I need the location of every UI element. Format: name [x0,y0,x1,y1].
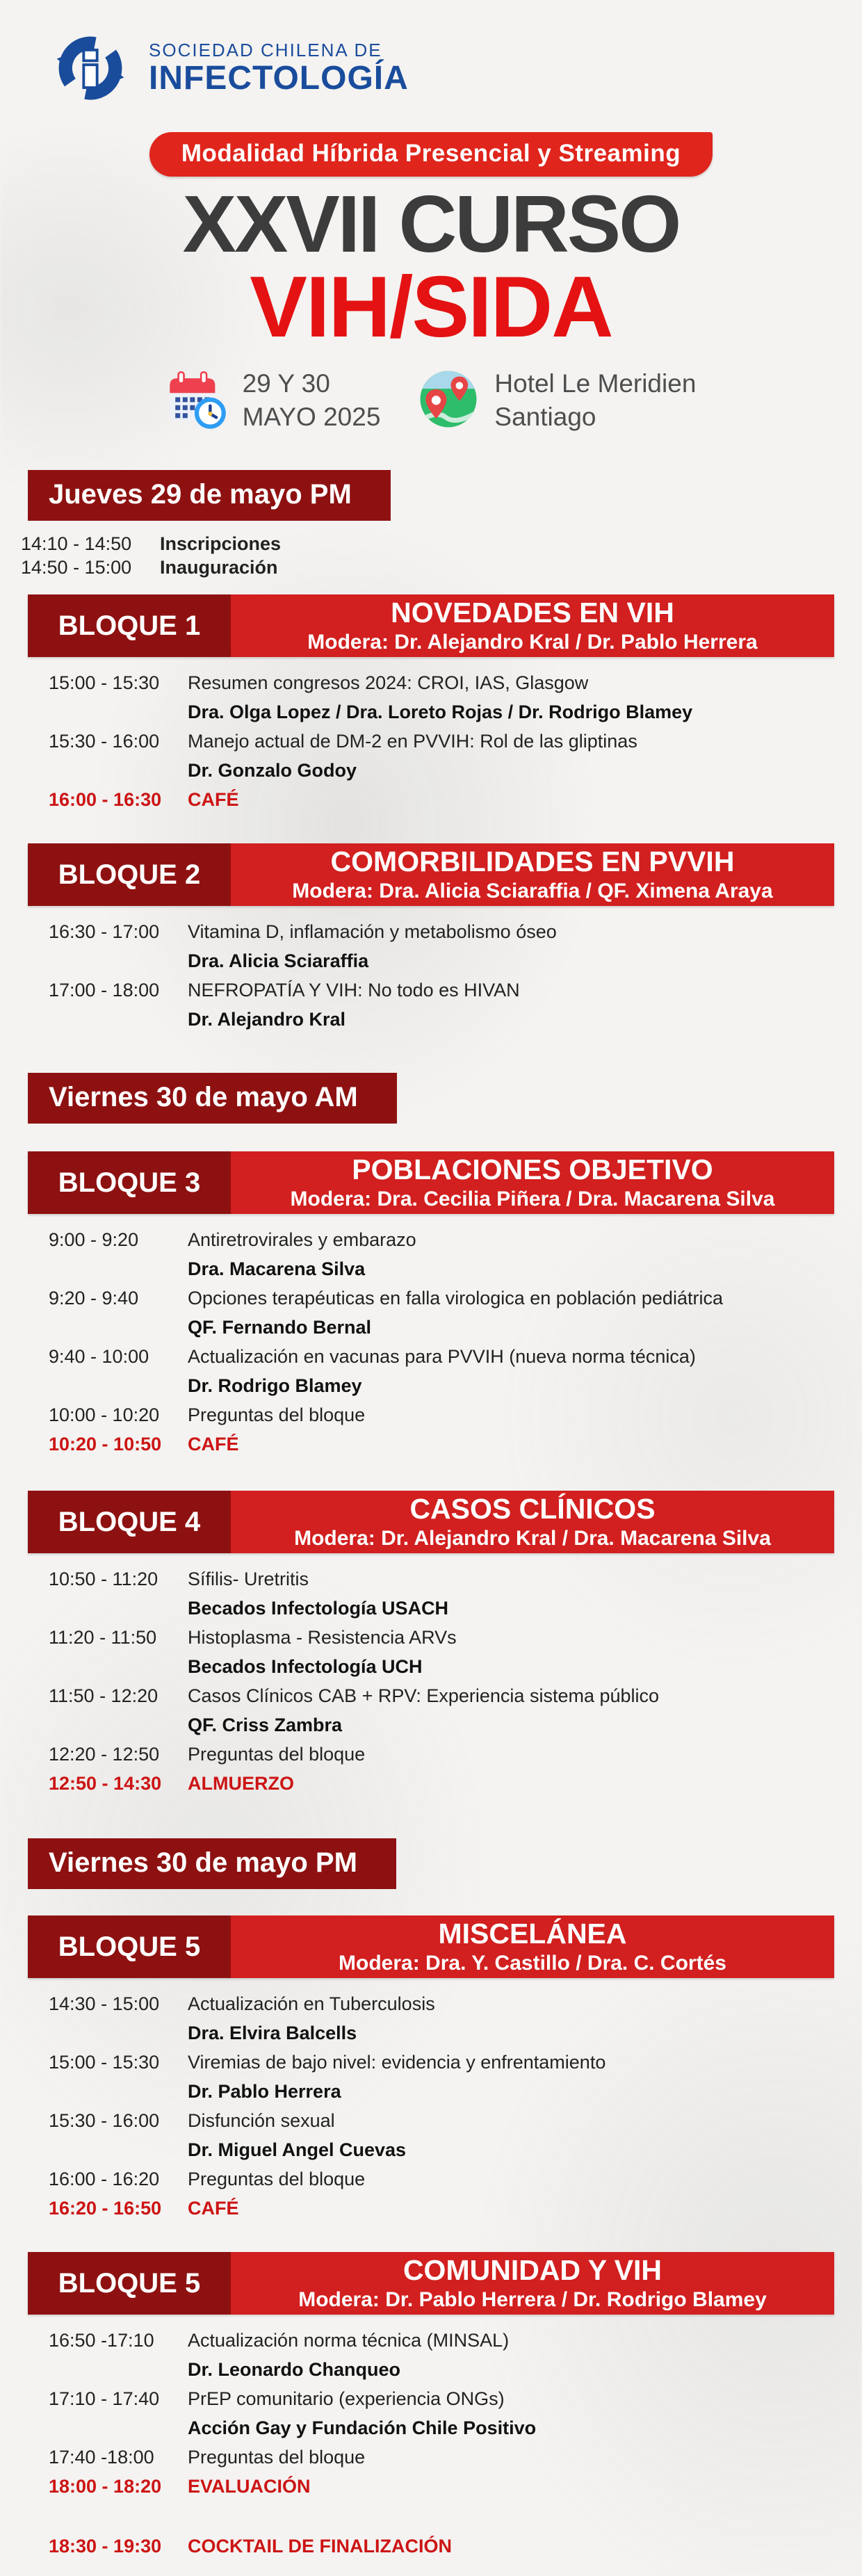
time-range: 9:40 - 10:00 [49,1346,149,1368]
event-venue [418,367,696,434]
event-date [166,367,381,434]
session-title: Actualización en Tuberculosis [188,1993,435,2015]
session-title: Disfunción sexual [188,2110,335,2132]
time-range: 16:00 - 16:30 [49,789,162,811]
time-range: 15:30 - 16:00 [49,2110,160,2132]
bloque-5-header [28,1915,834,1978]
block-titlebox [231,594,834,657]
time-range: 17:10 - 17:40 [49,2388,160,2410]
session-title: Preguntas del bloque [188,1744,366,1765]
block-moderator: Modera: Dra. Cecilia Piñera / Dra. Macarena Silva [290,1187,775,1210]
schedule-row [49,1400,834,1429]
bloque-2-header [28,843,834,906]
session-title: Preguntas del bloque [188,1404,366,1426]
time-range: 14:50 - 15:00 [21,557,132,578]
session-speaker: Dra. Alicia Sciaraffia [188,950,369,972]
schedule-row [49,2106,834,2164]
block-name: BLOQUE 2 [28,843,231,906]
bloque-4-section [28,1491,834,1798]
time-range: 15:00 - 15:30 [49,672,160,694]
session-speaker: Dra. Elvira Balcells [188,2023,357,2044]
time-range: 16:50 -17:10 [49,2330,154,2351]
session-speaker: QF. Fernando Bernal [188,1317,372,1338]
bloque-3-header [28,1151,834,1214]
session-title: PrEP comunitario (experiencia ONGs) [188,2388,505,2410]
course-title: XXVII CURSO [182,179,680,269]
session-title: ALMUERZO [188,1773,294,1795]
schedule-row [49,917,834,975]
session-speaker: Dr. Gonzalo Godoy [188,760,357,781]
bloque-2-section [28,843,834,1034]
day-banner-jueves-pm: Jueves 29 de mayo PM [28,470,391,521]
time-range: 9:20 - 9:40 [49,1288,139,1309]
block-rows [28,917,834,1034]
block-rows [28,1989,834,2223]
block-title: POBLACIONES OBJETIVO [352,1153,713,1185]
time-range: 10:50 - 11:20 [49,1569,158,1590]
schedule-row [49,1283,834,1342]
session-title: Inauguración [160,557,278,578]
time-range: 18:00 - 18:20 [49,2476,162,2497]
finale-row [28,2532,834,2561]
schedule-row [49,2048,834,2106]
schedule-row [49,2326,834,2384]
session-title: Antiretrovirales y embarazo [188,1229,416,1251]
block-moderator: Modera: Dr. Pablo Herrera / Dr. Rodrigo Blamey [298,2287,767,2311]
block-titlebox [231,1491,834,1553]
calendar-icon [166,368,227,433]
session-title: Histoplasma - Resistencia ARVs [188,1627,457,1649]
block-titlebox [231,1151,834,1214]
time-range: 10:00 - 10:20 [49,1404,160,1426]
session-speaker: Dr. Alejandro Kral [188,1009,346,1030]
session-speaker: Dra. Olga Lopez / Dra. Loreto Rojas / Dr. Rodrigo Blamey [188,702,693,723]
bloque-3-section [28,1151,834,1459]
schedule-row [49,1681,834,1740]
schedule-row [49,2164,834,2194]
session-speaker: Becados Infectología USACH [188,1598,449,1619]
session-speaker: Dra. Macarena Silva [188,1258,366,1280]
block-name: BLOQUE 1 [28,594,231,657]
time-range: 9:00 - 9:20 [49,1229,139,1251]
session-title: NEFROPATÍA Y VIH: No todo es HIVAN [188,980,520,1001]
schedule-row [49,1989,834,2048]
session-title: Opciones terapéuticas en falla virologica en población pediátrica [188,1288,723,1309]
session-speaker: Acción Gay y Fundación Chile Positivo [188,2417,537,2439]
session-title: Actualización norma técnica (MINSAL) [188,2330,510,2351]
session-title: CAFÉ [188,1434,239,1455]
schedule-row [49,2443,834,2472]
block-name: BLOQUE 3 [28,1151,231,1214]
session-title: Casos Clínicos CAB + RPV: Experiencia sistema público [188,1685,660,1707]
time-range: 15:30 - 16:00 [49,731,160,752]
schedule-row [49,1342,834,1400]
session-speaker: Dr. Rodrigo Blamey [188,1375,362,1397]
session-title: Viremias de bajo nivel: evidencia y enfrentamiento [188,2052,606,2073]
day-banner-viernes-am: Viernes 30 de mayo AM [28,1073,397,1124]
session-title: CAFÉ [188,2198,239,2219]
event-date-text: 29 Y 30 MAYO 2025 [242,369,381,432]
time-range: 18:30 - 19:30 [49,2536,162,2557]
session-title: Preguntas del bloque [188,2169,366,2190]
modality-banner: Modalidad Híbrida Presencial y Streaming [149,132,713,177]
block-moderator: Modera: Dr. Alejandro Kral / Dr. Pablo Herrera [307,630,758,654]
schedule-row [49,1740,834,1769]
time-range: 16:20 - 16:50 [49,2198,162,2219]
block-title: COMUNIDAD Y VIH [402,2253,662,2286]
session-title: Manejo actual de DM-2 en PVVIH: Rol de las gliptinas [188,731,637,752]
schedule-row [21,532,862,556]
infectologia-logo-icon [50,28,131,108]
schedule-row [21,556,862,579]
block-titlebox [231,1915,834,1978]
course-subtitle: VIH/SIDA [250,259,612,355]
block-name: BLOQUE 5 [28,2252,231,2315]
location-icon [418,368,479,433]
schedule-row [49,1623,834,1681]
block-title: COMORBILIDADES EN PVVIH [330,845,735,877]
session-title: Inscripciones [160,533,282,555]
bloque-5b-header [28,2252,834,2315]
schedule-row [49,1225,834,1283]
schedule-row [49,727,834,785]
session-speaker: Dr. Leonardo Chanqueo [188,2359,401,2381]
time-range: 11:50 - 12:20 [49,1685,158,1707]
session-speaker: Dr. Miguel Angel Cuevas [188,2139,407,2161]
time-range: 10:20 - 10:50 [49,1434,162,1455]
time-range: 14:30 - 15:00 [49,1993,160,2015]
time-range: 16:00 - 16:20 [49,2169,160,2190]
block-moderator: Modera: Dr. Alejandro Kral / Dra. Macarena Silva [294,1526,771,1550]
block-titlebox [231,2252,834,2315]
day-banner-viernes-pm: Viernes 30 de mayo PM [28,1838,396,1889]
block-rows [28,668,834,814]
schedule-row [49,1429,834,1459]
event-venue-text: Hotel Le Meridien Santiago [494,369,697,432]
pre-schedule-rows [0,532,862,579]
schedule-row [49,2472,834,2501]
session-title: Actualización en vacunas para PVVIH (nueva norma técnica) [188,1346,696,1368]
block-title: NOVEDADES EN VIH [391,596,674,629]
session-speaker: QF. Criss Zambra [188,1715,343,1736]
block-title: MISCELÁNEA [438,1917,627,1950]
block-name: BLOQUE 5 [28,1915,231,1978]
session-title: Resumen congresos 2024: CROI, IAS, Glasgow [188,672,589,694]
schedule-row [49,975,834,1034]
block-rows [28,2326,834,2501]
bloque-5-comunidad-section [28,2252,834,2501]
block-titlebox [231,843,834,906]
time-range: 12:20 - 12:50 [49,1744,160,1765]
session-speaker: Becados Infectología UCH [188,1656,423,1678]
session-title: Vitamina D, inflamación y metabolismo óseo [188,921,557,943]
time-range: 17:40 -18:00 [49,2447,154,2468]
time-range: 11:20 - 11:50 [49,1627,157,1649]
session-speaker: Dr. Pablo Herrera [188,2081,341,2103]
time-range: 14:10 - 14:50 [21,533,132,555]
schedule-row [49,2194,834,2223]
session-title: CAFÉ [188,789,239,811]
block-rows [28,1225,834,1459]
bloque-4-header [28,1491,834,1553]
schedule-row [49,668,834,727]
org-name-line1: SOCIEDAD CHILENA DE [149,40,382,60]
schedule-row [49,1769,834,1798]
time-range: 16:30 - 17:00 [49,921,160,943]
session-title: EVALUACIÓN [188,2476,311,2497]
time-range: 17:00 - 18:00 [49,980,160,1001]
schedule-row [49,1564,834,1623]
session-title: Preguntas del bloque [188,2447,366,2468]
bloque-1-section [28,594,834,814]
bloque-5-miscelanea-section [28,1915,834,2223]
schedule-row [49,785,834,814]
org-name-line2: INFECTOLOGÍA [149,60,409,97]
schedule-row [49,2384,834,2443]
brand-header [0,0,862,108]
block-moderator: Modera: Dra. Alicia Sciaraffia / QF. Ximena Araya [292,879,773,902]
time-range: 15:00 - 15:30 [49,2052,160,2073]
session-title: Sífilis- Uretritis [188,1569,309,1590]
event-info-row [0,367,862,434]
time-range: 12:50 - 14:30 [49,1773,162,1795]
block-title: CASOS CLÍNICOS [409,1492,656,1525]
bloque-1-header [28,594,834,657]
session-title: COCKTAIL DE FINALIZACIÓN [188,2536,452,2557]
block-name: BLOQUE 4 [28,1491,231,1553]
block-rows [28,1564,834,1798]
block-moderator: Modera: Dra. Y. Castillo / Dra. C. Cortés [339,1951,726,1975]
schedule-row [49,2532,834,2561]
